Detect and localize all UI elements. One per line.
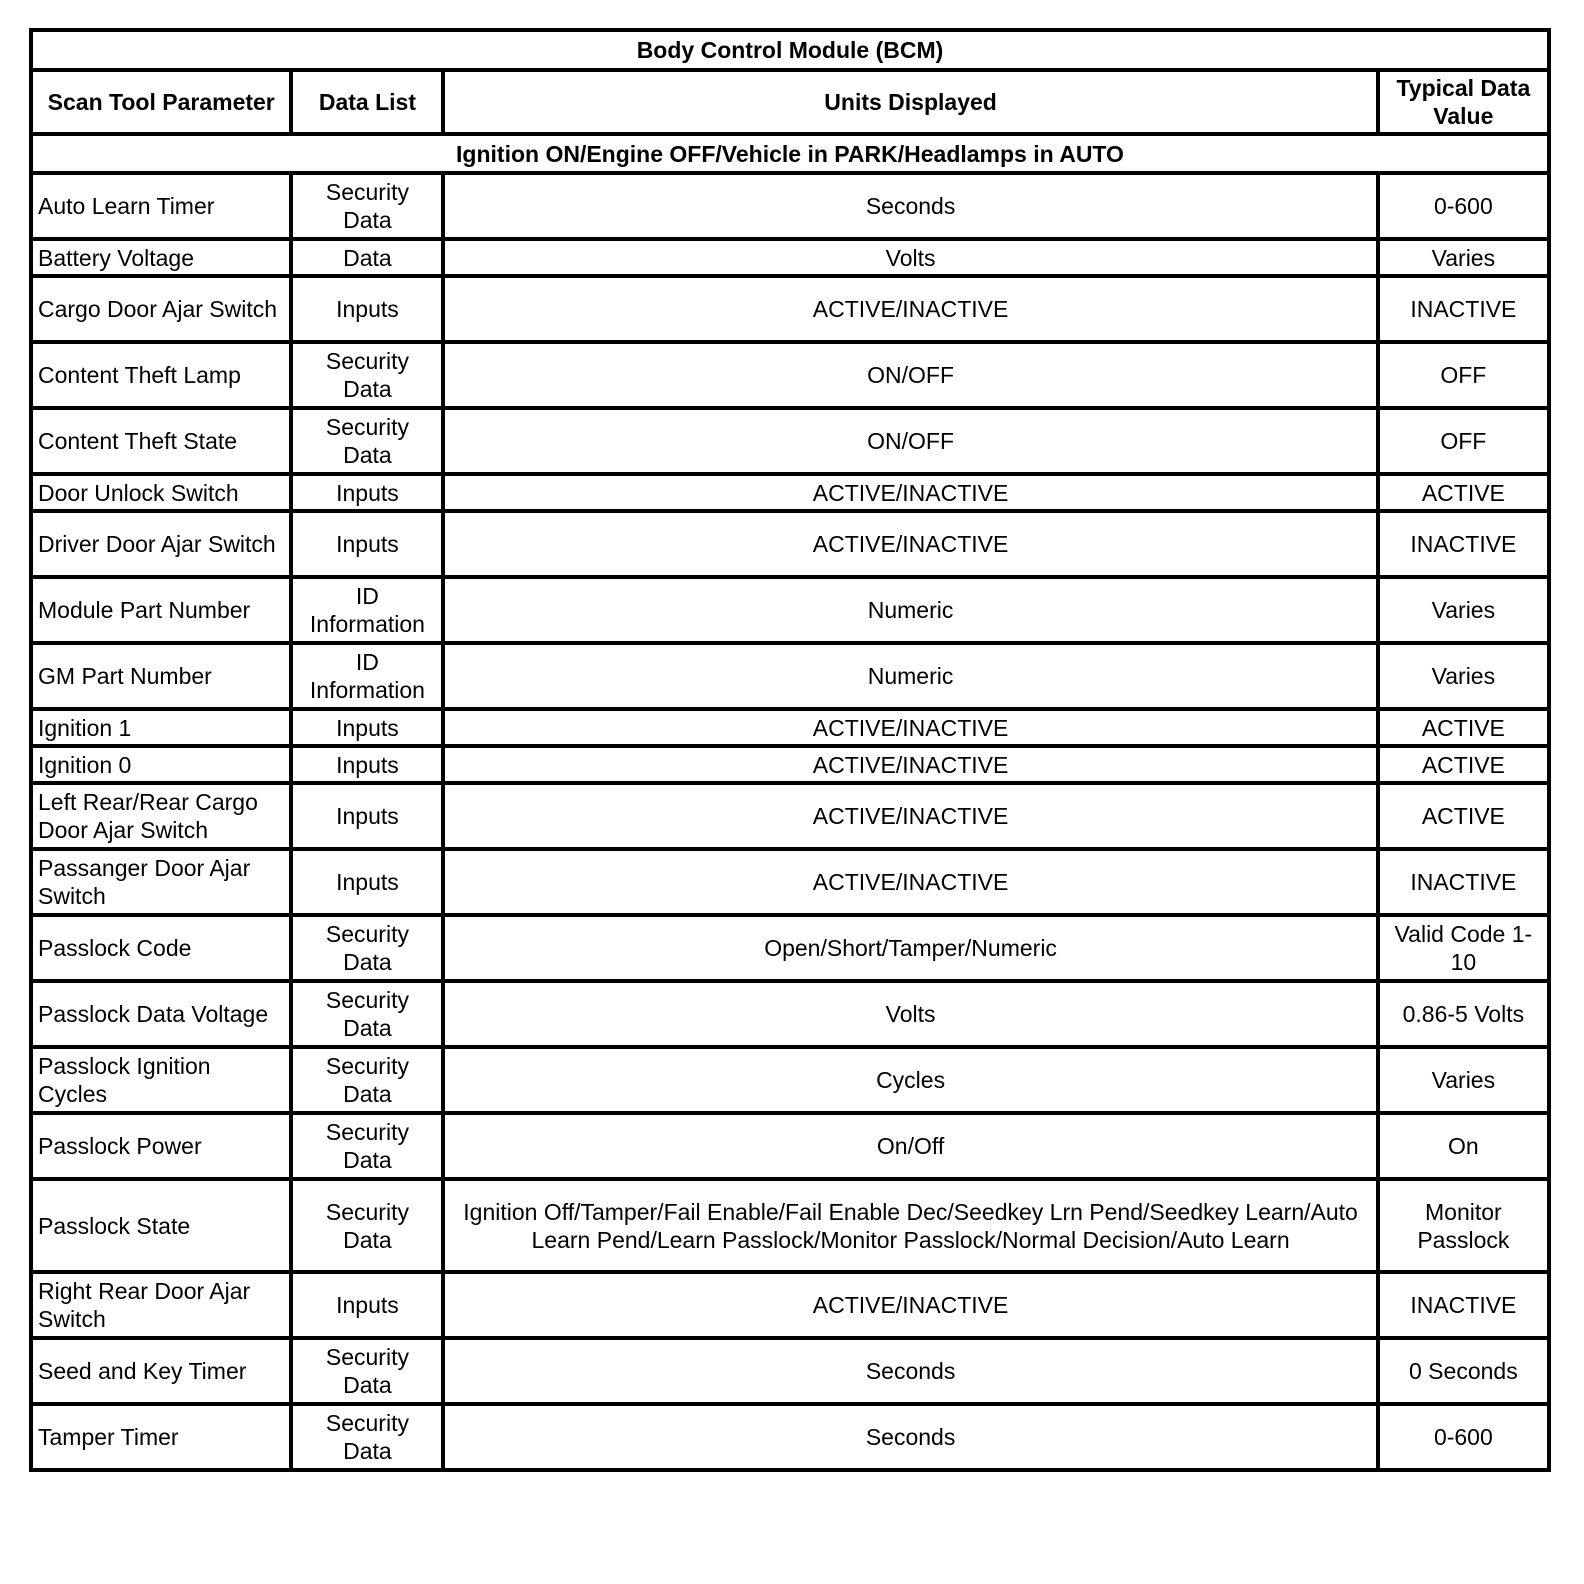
table-row <box>31 1047 1549 1113</box>
cell-units: On/Off <box>443 1113 1377 1179</box>
cell-parameter: Module Part Number <box>31 577 291 643</box>
cell-data-list: Inputs <box>291 849 443 915</box>
cell-data-list: Security Data <box>291 1338 443 1404</box>
table-row <box>31 1179 1549 1272</box>
cell-parameter: Driver Door Ajar Switch <box>31 511 291 577</box>
cell-typical-value: On <box>1378 1113 1549 1179</box>
cell-typical-value: Varies <box>1378 643 1549 709</box>
table-row <box>31 511 1549 577</box>
table-row <box>31 1272 1549 1338</box>
table-row <box>31 746 1549 783</box>
cell-data-list: Inputs <box>291 276 443 342</box>
cell-units: Seconds <box>443 173 1377 239</box>
cell-units: ACTIVE/INACTIVE <box>443 783 1377 849</box>
table-row <box>31 643 1549 709</box>
cell-parameter: Passanger Door Ajar Switch <box>31 849 291 915</box>
cell-typical-value: Valid Code 1-10 <box>1378 915 1549 981</box>
cell-parameter: Passlock Power <box>31 1113 291 1179</box>
table-row <box>31 783 1549 849</box>
cell-typical-value: 0 Seconds <box>1378 1338 1549 1404</box>
cell-parameter: Ignition 1 <box>31 709 291 746</box>
cell-data-list: Inputs <box>291 511 443 577</box>
cell-units: Open/Short/Tamper/Numeric <box>443 915 1377 981</box>
cell-parameter: Content Theft State <box>31 408 291 474</box>
cell-data-list: Inputs <box>291 709 443 746</box>
table-title: Body Control Module (BCM) <box>31 30 1549 70</box>
cell-data-list: Security Data <box>291 342 443 408</box>
header-data-list: Data List <box>291 70 443 134</box>
cell-units: ACTIVE/INACTIVE <box>443 276 1377 342</box>
table-row <box>31 239 1549 276</box>
table-row <box>31 173 1549 239</box>
cell-typical-value: INACTIVE <box>1378 849 1549 915</box>
table-row <box>31 342 1549 408</box>
cell-units: ACTIVE/INACTIVE <box>443 474 1377 511</box>
cell-typical-value: 0-600 <box>1378 1404 1549 1470</box>
cell-units: Cycles <box>443 1047 1377 1113</box>
cell-data-list: Inputs <box>291 746 443 783</box>
cell-typical-value: 0-600 <box>1378 173 1549 239</box>
bcm-data-table <box>29 28 1551 1472</box>
table-row <box>31 474 1549 511</box>
cell-units: Numeric <box>443 577 1377 643</box>
cell-parameter: GM Part Number <box>31 643 291 709</box>
table-row <box>31 1338 1549 1404</box>
cell-data-list: Security Data <box>291 1404 443 1470</box>
cell-data-list: Security Data <box>291 408 443 474</box>
cell-parameter: Passlock Code <box>31 915 291 981</box>
cell-typical-value: ACTIVE <box>1378 783 1549 849</box>
cell-units: Volts <box>443 981 1377 1047</box>
cell-parameter: Passlock Data Voltage <box>31 981 291 1047</box>
cell-typical-value: ACTIVE <box>1378 746 1549 783</box>
cell-typical-value: OFF <box>1378 342 1549 408</box>
cell-typical-value: INACTIVE <box>1378 276 1549 342</box>
cell-units: Seconds <box>443 1404 1377 1470</box>
cell-typical-value: Monitor Passlock <box>1378 1179 1549 1272</box>
cell-data-list: Security Data <box>291 1047 443 1113</box>
cell-typical-value: ACTIVE <box>1378 709 1549 746</box>
cell-data-list: ID Information <box>291 577 443 643</box>
operating-condition: Ignition ON/Engine OFF/Vehicle in PARK/Headlamps in AUTO <box>31 134 1549 173</box>
cell-parameter: Door Unlock Switch <box>31 474 291 511</box>
table-row <box>31 915 1549 981</box>
cell-typical-value: ACTIVE <box>1378 474 1549 511</box>
cell-units: ON/OFF <box>443 342 1377 408</box>
cell-typical-value: 0.86-5 Volts <box>1378 981 1549 1047</box>
cell-parameter: Left Rear/Rear Cargo Door Ajar Switch <box>31 783 291 849</box>
cell-data-list: Inputs <box>291 474 443 511</box>
cell-units: Ignition Off/Tamper/Fail Enable/Fail Enable Dec/Seedkey Lrn Pend/Seedkey Learn/Auto Learn Pend/Learn Passlock/Monitor Passlock/Normal Decision/Auto Learn <box>443 1179 1377 1272</box>
table-row <box>31 577 1549 643</box>
cell-data-list: Inputs <box>291 783 443 849</box>
cell-units: ACTIVE/INACTIVE <box>443 1272 1377 1338</box>
cell-typical-value: OFF <box>1378 408 1549 474</box>
cell-parameter: Cargo Door Ajar Switch <box>31 276 291 342</box>
table-row <box>31 709 1549 746</box>
header-typical-data-value: Typical Data Value <box>1378 70 1549 134</box>
cell-units: Numeric <box>443 643 1377 709</box>
table-row <box>31 1404 1549 1470</box>
cell-units: ACTIVE/INACTIVE <box>443 746 1377 783</box>
cell-data-list: Security Data <box>291 915 443 981</box>
cell-units: ACTIVE/INACTIVE <box>443 849 1377 915</box>
cell-units: ACTIVE/INACTIVE <box>443 511 1377 577</box>
cell-parameter: Seed and Key Timer <box>31 1338 291 1404</box>
cell-data-list: ID Information <box>291 643 443 709</box>
table-row <box>31 981 1549 1047</box>
cell-parameter: Passlock State <box>31 1179 291 1272</box>
cell-data-list: Security Data <box>291 1113 443 1179</box>
cell-typical-value: Varies <box>1378 1047 1549 1113</box>
condition-row <box>31 134 1549 173</box>
cell-data-list: Security Data <box>291 173 443 239</box>
cell-data-list: Security Data <box>291 981 443 1047</box>
table-title-row <box>31 30 1549 70</box>
cell-data-list: Inputs <box>291 1272 443 1338</box>
table-row <box>31 276 1549 342</box>
cell-typical-value: Varies <box>1378 577 1549 643</box>
cell-data-list: Data <box>291 239 443 276</box>
header-units-displayed: Units Displayed <box>443 70 1377 134</box>
header-scan-tool-parameter: Scan Tool Parameter <box>31 70 291 134</box>
cell-units: ACTIVE/INACTIVE <box>443 709 1377 746</box>
cell-units: Seconds <box>443 1338 1377 1404</box>
cell-typical-value: INACTIVE <box>1378 511 1549 577</box>
cell-parameter: Tamper Timer <box>31 1404 291 1470</box>
cell-typical-value: INACTIVE <box>1378 1272 1549 1338</box>
table-row <box>31 1113 1549 1179</box>
cell-parameter: Right Rear Door Ajar Switch <box>31 1272 291 1338</box>
cell-units: Volts <box>443 239 1377 276</box>
cell-parameter: Ignition 0 <box>31 746 291 783</box>
table-row <box>31 849 1549 915</box>
cell-parameter: Content Theft Lamp <box>31 342 291 408</box>
cell-data-list: Security Data <box>291 1179 443 1272</box>
cell-typical-value: Varies <box>1378 239 1549 276</box>
cell-parameter: Battery Voltage <box>31 239 291 276</box>
table-row <box>31 408 1549 474</box>
column-header-row <box>31 70 1549 134</box>
cell-parameter: Auto Learn Timer <box>31 173 291 239</box>
cell-units: ON/OFF <box>443 408 1377 474</box>
cell-parameter: Passlock Ignition Cycles <box>31 1047 291 1113</box>
